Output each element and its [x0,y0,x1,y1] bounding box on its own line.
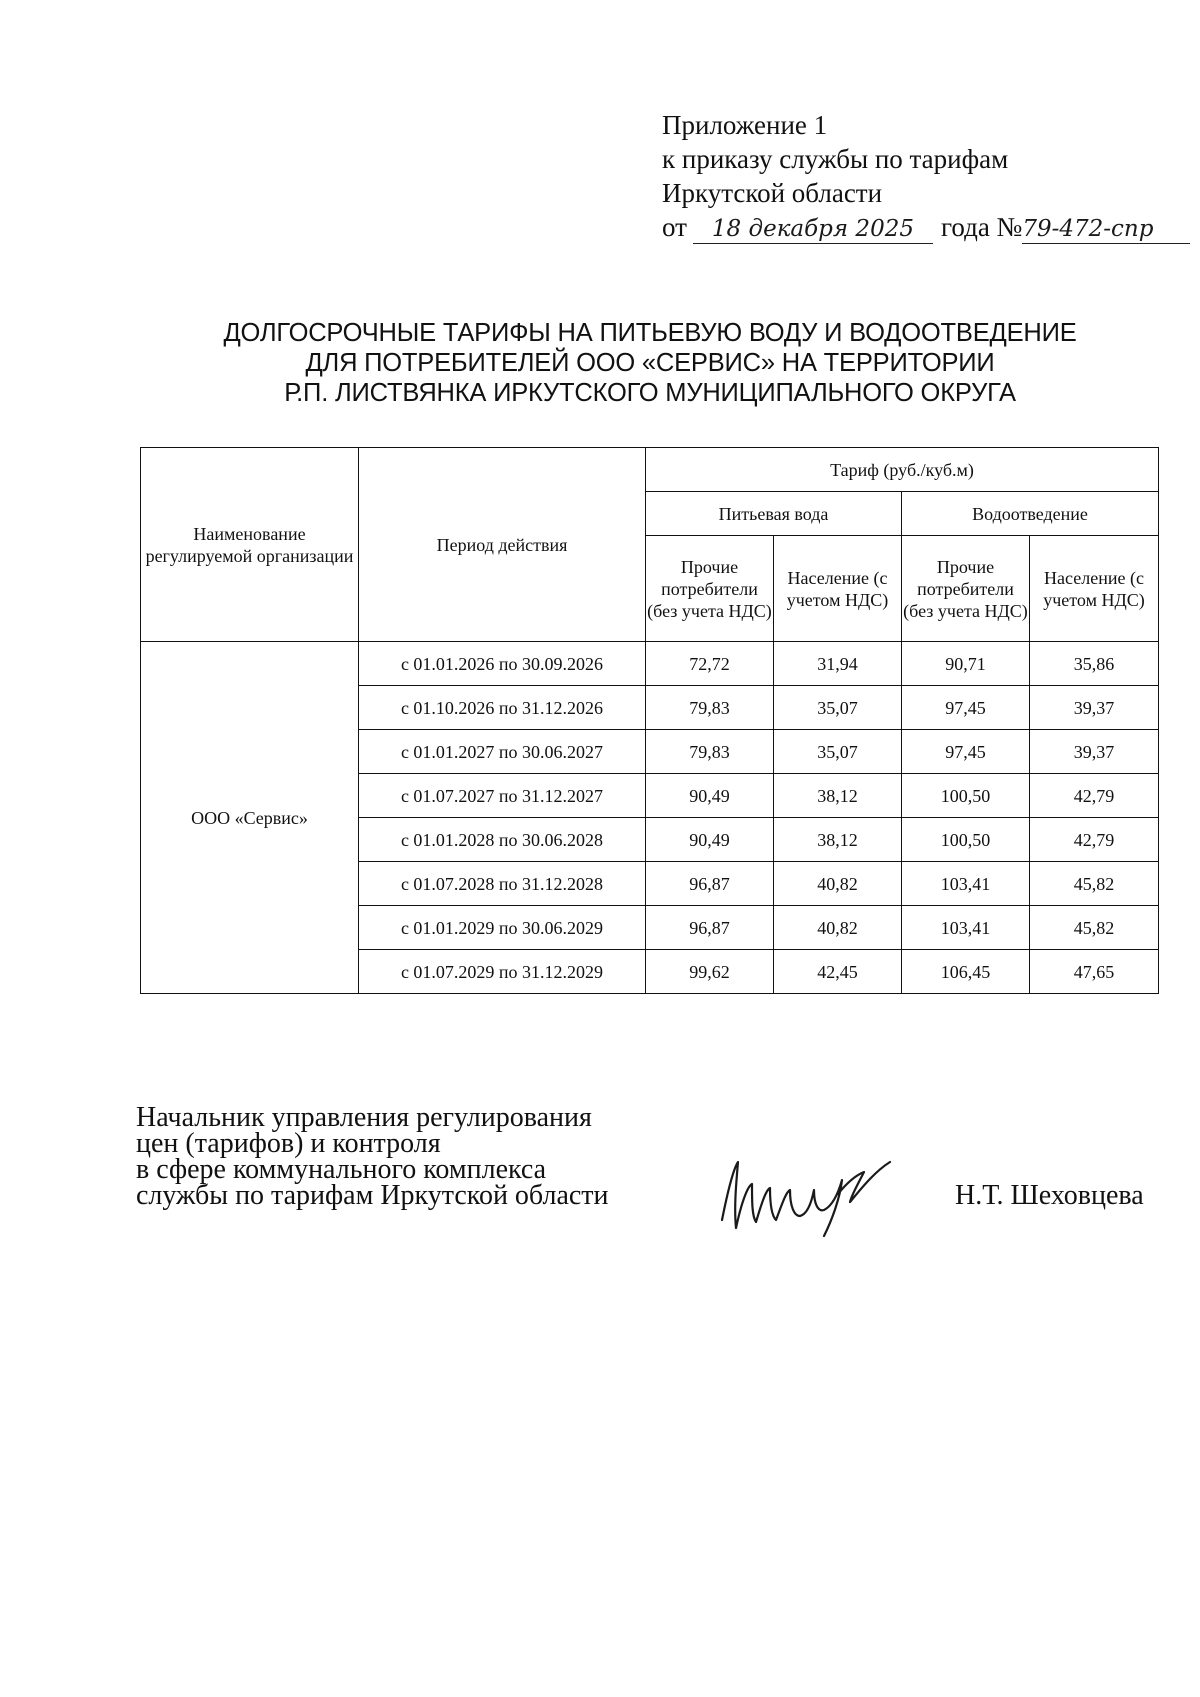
sewage-population-cell: 35,86 [1030,642,1159,686]
appendix-line-2: к приказу службы по тарифам [662,144,1009,174]
position-line-1: Начальник управления регулирования [136,1102,592,1133]
water-other-cell: 96,87 [646,862,774,906]
water-other-cell: 90,49 [646,774,774,818]
appendix-header [662,108,1190,244]
appendix-line-1: Приложение 1 [662,110,828,140]
period-cell: с 01.01.2029 по 30.06.2029 [359,906,646,950]
sewage-other-cell: 97,45 [902,686,1030,730]
signer-name: Н.Т. Шеховцева [955,1180,1144,1211]
organization-cell: ООО «Сервис» [141,642,359,994]
title-line-3: Р.П. ЛИСТВЯНКА ИРКУТСКОГО МУНИЦИПАЛЬНОГО ОКРУГА [284,379,1016,407]
water-other-cell: 96,87 [646,906,774,950]
sewage-other-cell: 103,41 [902,906,1030,950]
water-other-cell: 79,83 [646,730,774,774]
signatory-position [136,1102,609,1211]
period-cell: с 01.01.2028 по 30.06.2028 [359,818,646,862]
handwritten-order-number: 79-472-спр [1022,216,1154,242]
water-other-cell: 72,72 [646,642,774,686]
water-population-cell: 38,12 [774,818,902,862]
position-line-3: в сфере коммунального комплекса [136,1154,547,1185]
header-sewage-population: Население (с учетом НДС) [1030,536,1159,642]
period-cell: с 01.07.2029 по 31.12.2029 [359,950,646,994]
sewage-population-cell: 39,37 [1030,730,1159,774]
title-line-2: ДЛЯ ПОТРЕБИТЕЛЕЙ ООО «СЕРВИС» НА ТЕРРИТОРИИ [305,349,995,377]
header-sewage-other: Прочие потребители (без учета НДС) [902,536,1030,642]
header-period: Период действия [359,448,646,642]
header-tariff: Тариф (руб./куб.м) [646,448,1159,492]
water-population-cell: 35,07 [774,730,902,774]
sewage-population-cell: 45,82 [1030,906,1159,950]
position-line-2: цен (тарифов) и контроля [136,1128,441,1159]
sewage-other-cell: 103,41 [902,862,1030,906]
table-row [141,642,1159,686]
period-cell: с 01.01.2027 по 30.06.2027 [359,730,646,774]
water-other-cell: 99,62 [646,950,774,994]
header-sewage: Водоотведение [902,492,1159,536]
period-cell: с 01.07.2028 по 31.12.2028 [359,862,646,906]
appendix-date-line [662,210,1190,244]
order-number-field [1022,213,1190,244]
sewage-population-cell: 39,37 [1030,686,1159,730]
water-population-cell: 31,94 [774,642,902,686]
header-water-population: Население (с учетом НДС) [774,536,902,642]
water-population-cell: 40,82 [774,906,902,950]
header-water-other: Прочие потребители (без учета НДС) [646,536,774,642]
handwritten-date: 18 декабря 2025 [711,216,914,242]
sewage-other-cell: 90,71 [902,642,1030,686]
water-other-cell: 90,49 [646,818,774,862]
header-organization: Наименование регулируемой организации [141,448,359,642]
sewage-other-cell: 106,45 [902,950,1030,994]
document-title [140,318,1160,408]
date-field [693,213,933,244]
water-population-cell: 42,45 [774,950,902,994]
water-population-cell: 35,07 [774,686,902,730]
sewage-other-cell: 97,45 [902,730,1030,774]
sewage-other-cell: 100,50 [902,774,1030,818]
tariff-table [140,447,1159,994]
sewage-other-cell: 100,50 [902,818,1030,862]
tariff-rows [141,642,1159,994]
water-other-cell: 79,83 [646,686,774,730]
water-population-cell: 38,12 [774,774,902,818]
water-population-cell: 40,82 [774,862,902,906]
period-cell: с 01.10.2026 по 31.12.2026 [359,686,646,730]
handwritten-signature [714,1150,904,1240]
sewage-population-cell: 42,79 [1030,774,1159,818]
position-line-4: службы по тарифам Иркутской области [136,1180,609,1211]
period-cell: с 01.01.2026 по 30.09.2026 [359,642,646,686]
year-word: года № [940,212,1023,242]
sewage-population-cell: 45,82 [1030,862,1159,906]
sewage-population-cell: 42,79 [1030,818,1159,862]
header-drinking-water: Питьевая вода [646,492,902,536]
title-line-1: ДОЛГОСРОЧНЫЕ ТАРИФЫ НА ПИТЬЕВУЮ ВОДУ И ВОДООТВЕДЕНИЕ [223,319,1077,347]
appendix-line-3: Иркутской области [662,178,883,208]
period-cell: с 01.07.2027 по 31.12.2027 [359,774,646,818]
from-prefix: от [662,212,687,242]
sewage-population-cell: 47,65 [1030,950,1159,994]
